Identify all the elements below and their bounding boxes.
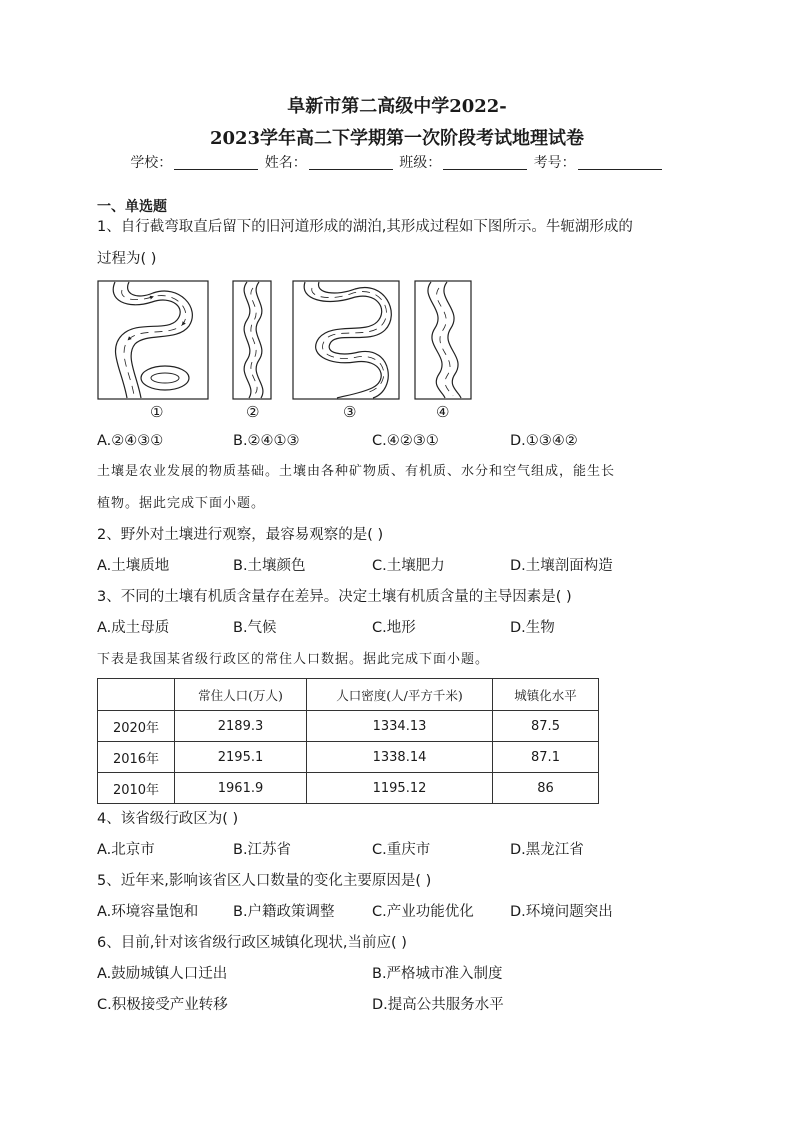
- table-header-cell: 常住人口(万人): [175, 679, 307, 711]
- table-cell: 2020年: [98, 711, 175, 742]
- q2-option-a[interactable]: A.土壤质地: [97, 558, 170, 574]
- table-header-cell: 城镇化水平: [493, 679, 599, 711]
- q5-option-a[interactable]: A.环境容量饱和: [97, 904, 199, 920]
- table-cell: 2189.3: [175, 711, 307, 742]
- q5-stem: 5、近年来,影响该省区人口数量的变化主要原因是( ): [97, 873, 432, 889]
- table-cell: 87.5: [493, 711, 599, 742]
- q6-option-d[interactable]: D.提高公共服务水平: [372, 997, 504, 1013]
- q5-option-b[interactable]: B.户籍政策调整: [233, 904, 335, 920]
- diagram-panel-4: [415, 281, 471, 399]
- diagram-caption-3: ③: [343, 403, 357, 421]
- q1-option-d[interactable]: D.①③④②: [510, 433, 578, 449]
- diagram-caption-2: ②: [246, 403, 260, 421]
- table-cell: 1338.14: [307, 742, 493, 773]
- name-blank[interactable]: [309, 155, 393, 170]
- diagram-panel-3: [293, 281, 399, 399]
- material1-line1: 土壤是农业发展的物质基础。土壤由各种矿物质、有机质、水分和空气组成，能生长: [97, 464, 616, 479]
- table-row: [98, 711, 599, 742]
- class-label: 班级：: [399, 155, 442, 171]
- q4-option-a[interactable]: A.北京市: [97, 842, 155, 858]
- q2-option-d[interactable]: D.土壤剖面构造: [510, 558, 613, 574]
- q5-option-d[interactable]: D.环境问题突出: [510, 904, 613, 920]
- table-cell: 1334.13: [307, 711, 493, 742]
- table-cell: 2195.1: [175, 742, 307, 773]
- q4-option-d[interactable]: D.黑龙江省: [510, 842, 584, 858]
- school-blank[interactable]: [174, 155, 258, 170]
- exam-number-blank[interactable]: [578, 155, 662, 170]
- q6-stem: 6、目前,针对该省级行政区城镇化现状,当前应( ): [97, 935, 407, 951]
- class-blank[interactable]: [443, 155, 527, 170]
- table-cell: 2016年: [98, 742, 175, 773]
- exam-number-label: 考号：: [533, 155, 576, 171]
- q3-stem: 3、不同的土壤有机质含量存在差异。决定土壤有机质含量的主导因素是( ): [97, 589, 572, 605]
- q6-option-b[interactable]: B.严格城市准入制度: [372, 966, 503, 982]
- table-row: [98, 742, 599, 773]
- diagram-panel-2: [233, 281, 271, 399]
- q5-option-c[interactable]: C.产业功能优化: [372, 904, 474, 920]
- q4-option-b[interactable]: B.江苏省: [233, 842, 292, 858]
- q1-option-c[interactable]: C.④②③①: [372, 433, 439, 449]
- q4-option-c[interactable]: C.重庆市: [372, 842, 431, 858]
- q4-stem: 4、该省级行政区为( ): [97, 811, 239, 827]
- diagram-caption-1: ①: [150, 403, 164, 421]
- q2-option-b[interactable]: B.土壤颜色: [233, 558, 306, 574]
- exam-title-line2: 2023学年高二下学期第一次阶段考试地理试卷: [209, 128, 585, 149]
- diagram-caption-4: ④: [436, 403, 450, 421]
- q6-option-c[interactable]: C.积极接受产业转移: [97, 997, 228, 1013]
- table-cell: 2010年: [98, 773, 175, 804]
- table-cell: 86: [493, 773, 599, 804]
- table-header-row: [98, 679, 599, 711]
- material1-line2: 植物。据此完成下面小题。: [97, 496, 266, 511]
- table-row: [98, 773, 599, 804]
- material2-text: 下表是我国某省级行政区的常住人口数据。据此完成下面小题。: [97, 652, 490, 667]
- q3-option-d[interactable]: D.生物: [510, 620, 555, 636]
- table-header-cell: 人口密度(人/平方千米): [307, 679, 493, 711]
- diagram-panel-1: [98, 281, 208, 399]
- q6-option-a[interactable]: A.鼓励城镇人口迁出: [97, 966, 228, 982]
- school-label: 学校：: [130, 155, 173, 171]
- q2-option-c[interactable]: C.土壤肥力: [372, 558, 445, 574]
- student-info-row: [0, 153, 794, 173]
- table-cell: 1961.9: [175, 773, 307, 804]
- section-heading: 一、单选题: [97, 199, 167, 215]
- table-cell: 1195.12: [307, 773, 493, 804]
- q3-option-b[interactable]: B.气候: [233, 620, 277, 636]
- exam-title-line1: 阜新市第二高级中学2022-: [287, 96, 507, 117]
- population-table: [97, 678, 599, 804]
- q1-stem-line1: 1、自行截弯取直后留下的旧河道形成的湖泊,其形成过程如下图所示。牛轭湖形成的: [97, 219, 633, 235]
- q2-stem: 2、野外对土壤进行观察，最容易观察的是( ): [97, 527, 384, 543]
- q1-option-b[interactable]: B.②④①③: [233, 433, 300, 449]
- q3-option-c[interactable]: C.地形: [372, 620, 416, 636]
- q3-option-a[interactable]: A.成土母质: [97, 620, 170, 636]
- name-label: 姓名：: [264, 155, 307, 171]
- table-header-cell: [98, 679, 175, 711]
- table-cell: 87.1: [493, 742, 599, 773]
- q1-option-a[interactable]: A.②④③①: [97, 433, 164, 449]
- q1-stem-line2: 过程为( ): [97, 251, 157, 267]
